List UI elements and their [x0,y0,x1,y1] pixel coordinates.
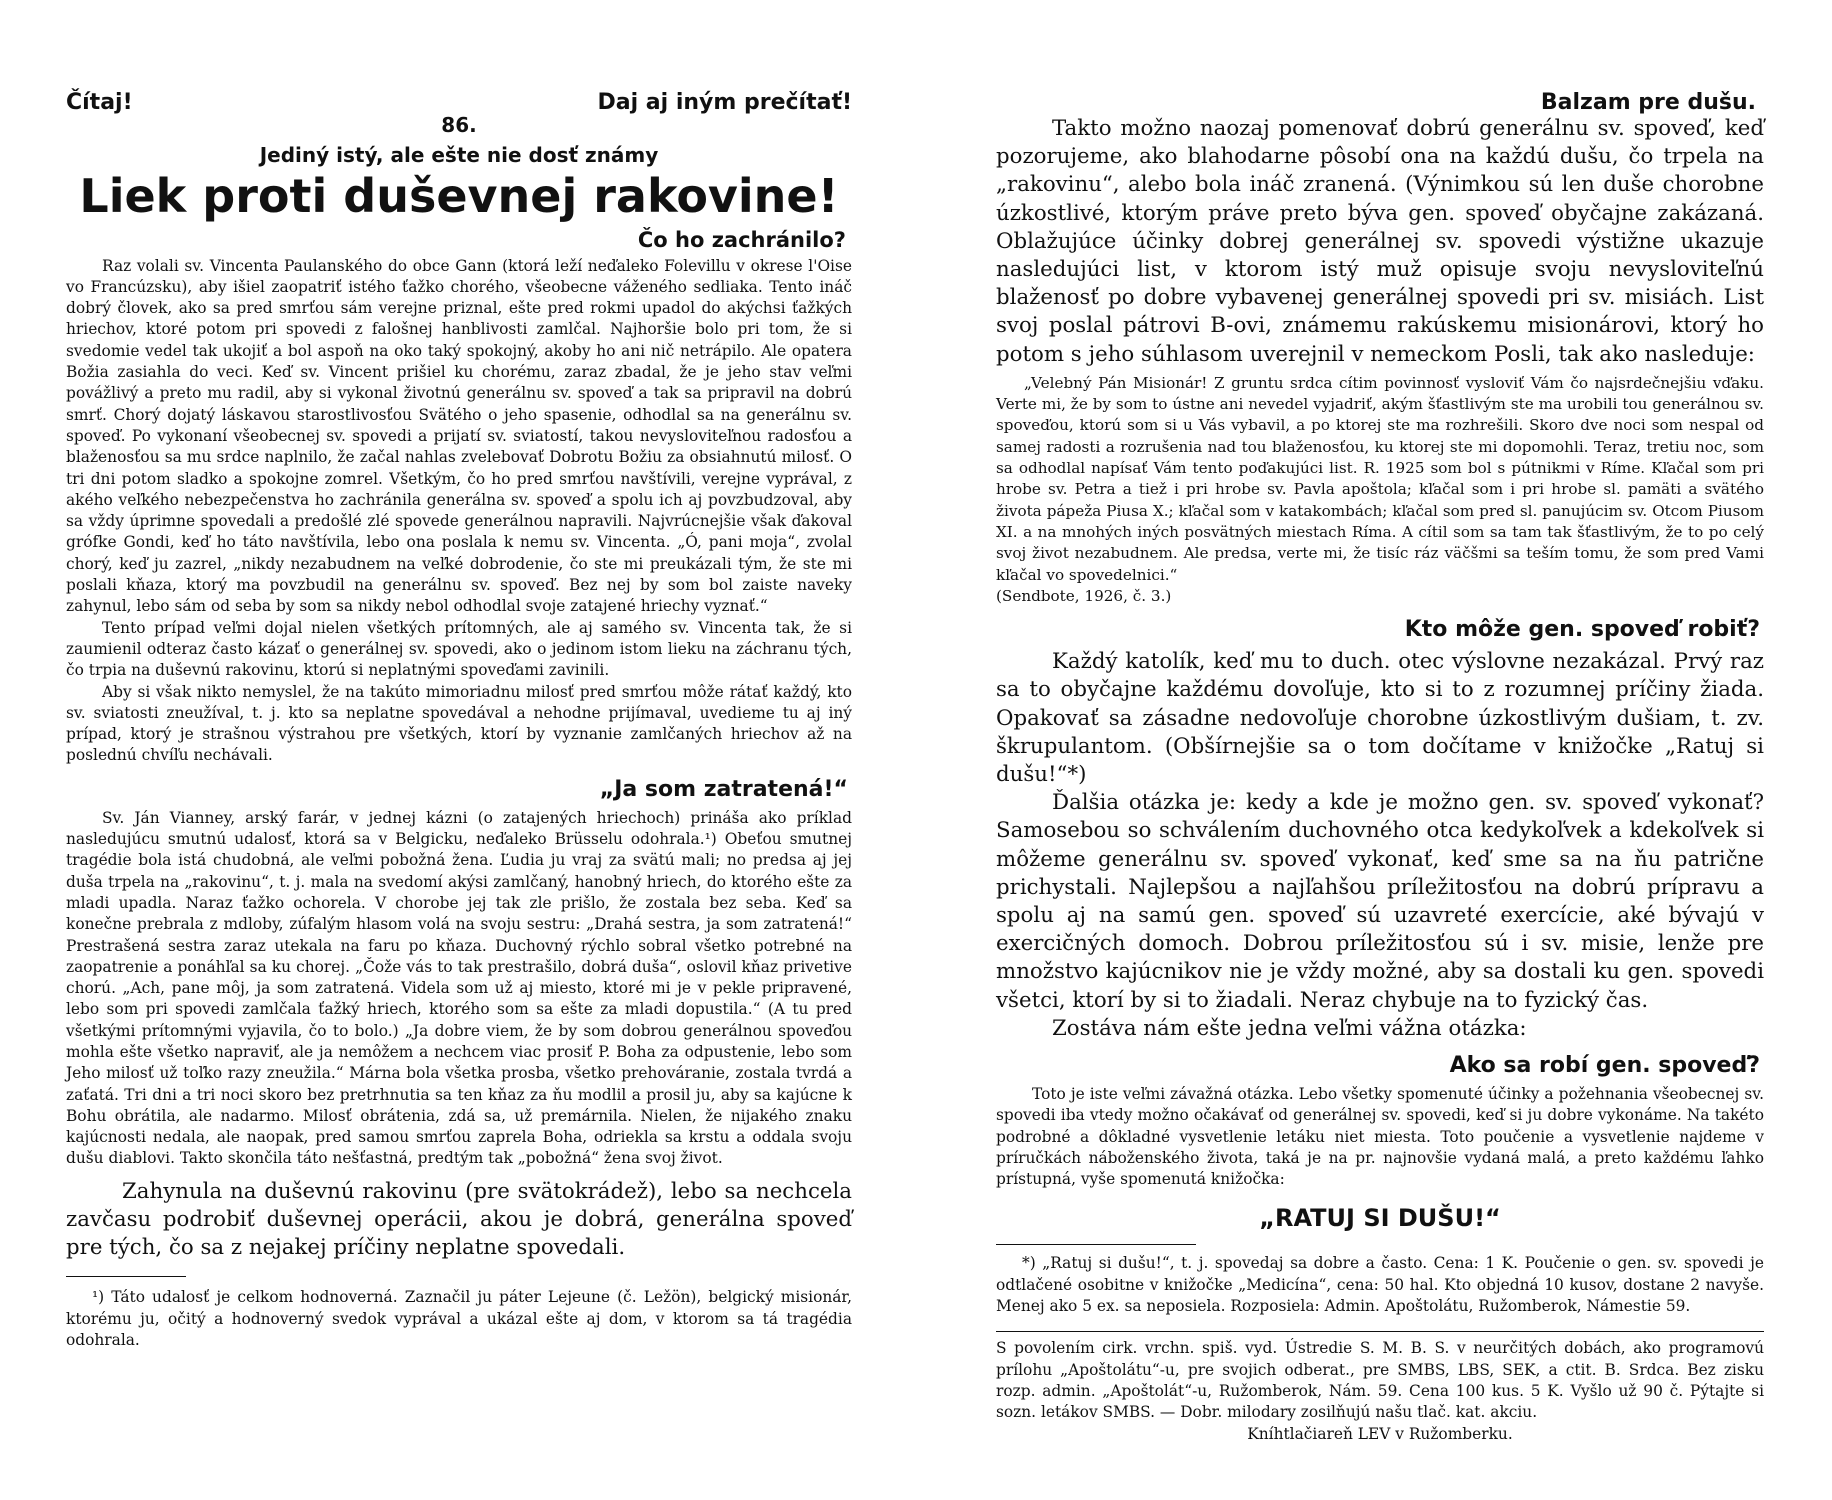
letter-quote: „Velebný Pán Misionár! Z gruntu srdca cítim povinnosť vysloviť Vám čo najsrdečnejšiu vďaku. Verte mi, že by som to ústne ani nevedel vyjadriť, akým šťastlivým ste ma urobili tou generálnou sv. spoveďou, ktorú som si u Vás vybavil, a po ktorej ste ma rozhrešili. Skoro dve noci som nespal od samej radosti a rozrušenia nad tou blaženosťou, ku ktorej ste mi dopomohli. Teraz, tretiu noc, som sa odhodlal napísať Vám tento poďakujúci list. R. 1925 som bol s pútnikmi v Ríme. Kľačal som pri hrobe sv. Petra a tiež i pri hrobe sv. Pavla apoštola; kľačal som i pri hrobe sl. pamäti a svätého života pápeža Piusa X.; kľačal som v katakombách; kľačal som pred sl. panujúcim sv. Otcom Piusom XI. a na mnohých iných posvätných miestach Ríma. A cítil som sa tam tak šťastlivým, že to po celý svoj život nezabudnem. Ale predsa, verte mi, že tisíc ráz väčšmi sa teším tomu, že som pred Vami kľačal vo spovedelnici.“ [996,373,1764,584]
footnote-right: *) „Ratuj si dušu!“, t. j. spovedaj sa dobre a často. Cena: 1 K. Poučenie o gen. sv. spovedi je odtlačené osobitne v knižočke „Medicína“, cena: 50 hal. Kto objedná 10 kusov, dostane 2 navyše. Menej ako 5 ex. sa neposiela. Rozposiela: Admin. Apoštolátu, Ružomberok, Námestie 59. [996,1254,1764,1316]
right-page [996,90,1764,1500]
footnote: ¹) Táto udalosť je celkom hodnoverná. Zaznačil ju páter Lejeune (č. Ležön), belgický misionár, ktorému ju, očitý a hodnoverný svedok vyprával a ukázal ešte aj dom, v ktorom sa tá tragédia odohrala. [66,1288,852,1349]
imprint: S povolením cirk. vrchn. spiš. vyd. Ústredie S. M. B. S. v neurčitých dobách, ako programovú prílohu „Apoštolátu“-u, pre svojich odberat., pre SMBS, LBS, SEK, a ctit. B. Srdca. Bez zisku rozp. admin. „Apoštolát“-u, Ružomberok, Nám. 59. Cena 100 kus. 5 K. Vyšlo už 90 č. Pýtajte si sozn. letákov SMBS. — Dobr. milodary zosilňujú našu tlač. kat. akciu. [996,1339,1764,1422]
story2-paragraph: Sv. Ján Vianney, arský farár, v jednej kázni (o zatajených hriechoch) prináša ako príklad nasledujúcu smutnú udalosť, ktorá sa v Belgicku, neďaleko Brüsselu odohrala.¹) Obeťou smutnej tragédie bola istá chudobná, ale veľmi pobožná žena. Ľudia ju vraj za svätú mali; no predsa aj jej duša trpela na „rakovinu“, t. j. mala na svedomí akýsi zamlčaný, hanobný hriech, do ktorého ešte za mladi upadla. Naraz ťažko ochorela. V chorobe jej tak zle prišlo, že zostala bez seba. Keď sa konečne prebrala z mdloby, zúfalým hlasom volá na svoju sestru: „Drahá sestra, ja som zatratená!“ Prestrašená sestra zaraz utekala na faru po kňaza. Duchovný rýchlo sobral všetko potrebné na zaopatrenie a ponáhľal sa ku chorej. „Čože vás to tak prestrašilo, dobrá duša“, oslovil kňaz privetive chorú. „Ach, pane môj, ja som zatratená. Videla som už aj miesto, ktoré mi je v pekle pripravené, lebo som pri spovedi zamlčala ťažký hriech, ktorého som sa ešte za mladi dopustila.“ (A tu pred všetkými prítomnými vyjavila, čo to bolo.) „Ja dobre viem, že by som dobrou generálnou spoveďou mohla ešte všetko napraviť, ale ja nemôžem a nechcem viac prosiť P. Boha za odpustenie, lebo som Jeho milosť už toľko razy zneužila.“ Márna bola všetka prosba, všetko prehováranie, zostala tvrdá a zaťatá. Tri dni a tri noci skoro bez pretrhnutia sa ten kňaz za ňu modlil a prosil ju, aby sa kajúcne k Bohu obrátila, ale nadarmo. Milosť obrátenia, zdá sa, už premárnila. Nielen, že nijakého znaku kajúcnosti nedala, ale naopak, pred samou smrťou zaprela Boha, odriekla sa krstu a oddala svoju dušu diablovi. Takto skončila táto nešťastná, predtým tak „pobožná“ žena svoj život. [66,808,852,1168]
page-title: Liek proti duševnej rakovine! [79,169,839,223]
letter-source: (Sendbote, 1926, č. 3.) [996,586,1172,605]
story-paragraph-3: Aby si však nikto nemyslel, že na takúto mimoriadnu milosť pred smrťou môže rátať každý, kto sv. sviatosti zneužíval, t. j. kto sa neplatne spovedával a nehodne prijímaval, uvedieme tu aj iný prípad, ktorý je strašnou výstrahou pre všetkých, ktorí by vyznanie zamlčaných hriechov až na poslednú chvíľu nechávali. [66,682,852,765]
paragraph-when: Ďalšia otázka je: kedy a kde je možno gen. sv. spoveď vykonať? Samosebou so schválením duchovného otca kedykoľvek a kdekoľvek si môžeme generálnu sv. spoveď vykonať, keď sme sa na ňu patrične prichystali. Najlepšou a najľahšou príležitosťou na dobrú prípravu a spolu aj na samú gen. spoveď sú uzavreté exercície, aké bývajú v exercičných domoch. Dobrou príležitosťou sú i sv. misie, lenže pre množstvo kajúcnikov nie je vždy možné, aby sa dostali ku gen. spovedi všetci, ktorí by si to žiadali. Neraz chybuje na to fyzický čas. [996,790,1764,1013]
subheading: Čo ho zachránilo? [637,227,846,252]
intro-paragraph: Takto možno naozaj pomenovať dobrú generálnu sv. spoveď, keď pozorujeme, ako blahodarne pôsobí ona na každú dušu, čo trpela na „rakovinu“, alebo bola ináč zranená. (Výnimkou sú len duše chorobne úzkostlivé, ktorým práve preto býva gen. spoveď obyčajne zakázaná. Oblažujúce účinky dobrej generálnej sv. spovedi výstižne ukazuje nasledujúci list, v ktorom istý muž opisuje svoju nevysloviteľnú blaženosť po dobre vybavenej generálnej spovedi pri sv. misiách. List svoj poslal pátrovi B-ovi, známemu rakúskemu misionárovi, ktorý ho potom s jeho súhlasom uverejnil v nemeckom Posli, tak ako nasleduje: [996,116,1764,367]
footnote-divider [66,1276,186,1277]
story-paragraph-1: Raz volali sv. Vincenta Paulanského do obce Gann (ktorá leží neďaleko Folevillu v okrese l'Oise vo Francúzsku), aby išiel zaopatriť istého ťažko chorého, všeobecne váženého sedliaka. Tento ináč dobrý človek, ako sa pred smrťou sám verejne priznal, ešte pred rokmi upadol do akýchsi ťažkých hriechov, ktoré potom pri spovedi z falošnej hanblivosti zamlčal. Najhoršie bolo pri tom, že si svedomie vedel tak ukojiť a bol aspoň na oko taký spokojný, akoby ho ani nič netrápilo. Ale opatera Božia zasiahla do veci. Keď sv. Vincent prišiel ku chorému, zaraz zbadal, že je jeho stav veľmi povážlivý a preto mu radil, aby si vykonal životnú generálnu sv. spoveď a tak sa pripravil na dobrú smrť. Chorý dojatý láskavou starostlivosťou Svätého o jeho spasenie, odhodlal sa na generálnu sv. spoveď. Po vykonaní všeobecnej sv. spovedi a prijatí sv. sviatostí, takou nevysloviteľnou radosťou a blaženosťou sa mu srdce naplnilo, že začal nahlas zvelebovať Dobrotu Božiu za obsiahnutú milosť. O tri dni potom sladko a spokojne zomrel. Všetkým, čo ho pred smrťou navštívili, verejne vyprával, z akého veľkého nebezpečenstva ho zachránila generálna sv. spoveď a spolu ich aj povzbudzoval, aby sa vždy úprimne spovedali a predošlé zlé spovede generálnou napravili. Najvrúcnejšie však ďakoval grófke Gondi, keď ho táto navštívila, lebo ona poslala k nemu sv. Vincenta. „Ó, pani moja“, zvolal chorý, keď ju zazrel, „nikdy nezabudnem na veľké dobrodenie, čo ste mi preukázali tým, že ste mi poslali kňaza, ktorý ma povzbudil na generálnu sv. spoveď. Bez nej by som bol zaiste naveky zahynul, lebo sám od seba by som sa nikdy nebol odhodlal svoje zatajené hriechy vyznať.“ [66,256,852,616]
paragraph-who: Každý katolík, keď mu to duch. otec výslovne nezakázal. Prvý raz sa to obyčajne každému dovoľuje, kto si to z rozumnej príčiny žiada. Opakovať sa zásadne nedovoľuje chorobne úzkostlivým dušiam, t. zv. škrupulantom. (Obšírnejšie sa o tom dočítame v knižočke „Ratuj si dušu!“*) [996,649,1764,787]
section-heading-how: Ako sa robí gen. spoveď? [1449,1052,1760,1078]
header-left: Čítaj! [66,90,133,115]
left-header [66,90,852,115]
printer: Kníhtlačiareň LEV v Ružomberku. [1247,1424,1513,1443]
left-page [66,90,852,1500]
book-title: „RATUJ SI DUŠU!“ [1259,1204,1501,1233]
section-heading: „Ja som zatratená!“ [599,776,848,802]
right-header: Balzam pre dušu. [1540,90,1756,115]
paragraph-how: Toto je iste veľmi závažná otázka. Lebo všetky spomenuté účinky a požehnania všeobecnej sv. spovedi iba vtedy možno očakávať od generálnej sv. spovedi, keď si ju dobre vykonáme. Na takéto podrobné a dôkladné vysvetlenie letáku niet miesta. Toto poučenie a vysvetlenie najdeme v príručkách náboženského života, taká je na pr. najnovšie vydaná malá, a preto každému ľahko prístupná, vyše spomenutá knižočka: [996,1084,1764,1189]
conclusion: Zahynula na duševnú rakovinu (pre svätokrádež), lebo sa nechcela zavčasu podrobiť duševnej operácii, akou je dobrá, generálna spoveď pre tých, čo sa z nejakej príčiny neplatne spovedali. [66,1178,852,1261]
story-paragraph-2: Tento prípad veľmi dojal nielen všetkých prítomných, ale aj samého sv. Vincenta tak, že si zaumienil odteraz často kázať o generálnej sv. spovedi, ako o jedinom istom lieku na záchranu tých, čo trpia na duševnú rakovinu, ktorú si neplatnými spoveďami zavinili. [66,618,852,680]
paragraph-question: Zostáva nám ešte jedna veľmi vážna otázka: [1052,1015,1527,1041]
leaflet-number: 86. [441,113,477,137]
imprint-divider [996,1331,1764,1332]
section-heading-who: Kto môže gen. spoveď robiť? [1404,617,1760,643]
header-right: Daj aj iným prečítať! [597,90,852,115]
kicker: Jediný istý, ale ešte nie dosť známy [259,143,659,167]
footnote-divider-right [996,1244,1196,1245]
